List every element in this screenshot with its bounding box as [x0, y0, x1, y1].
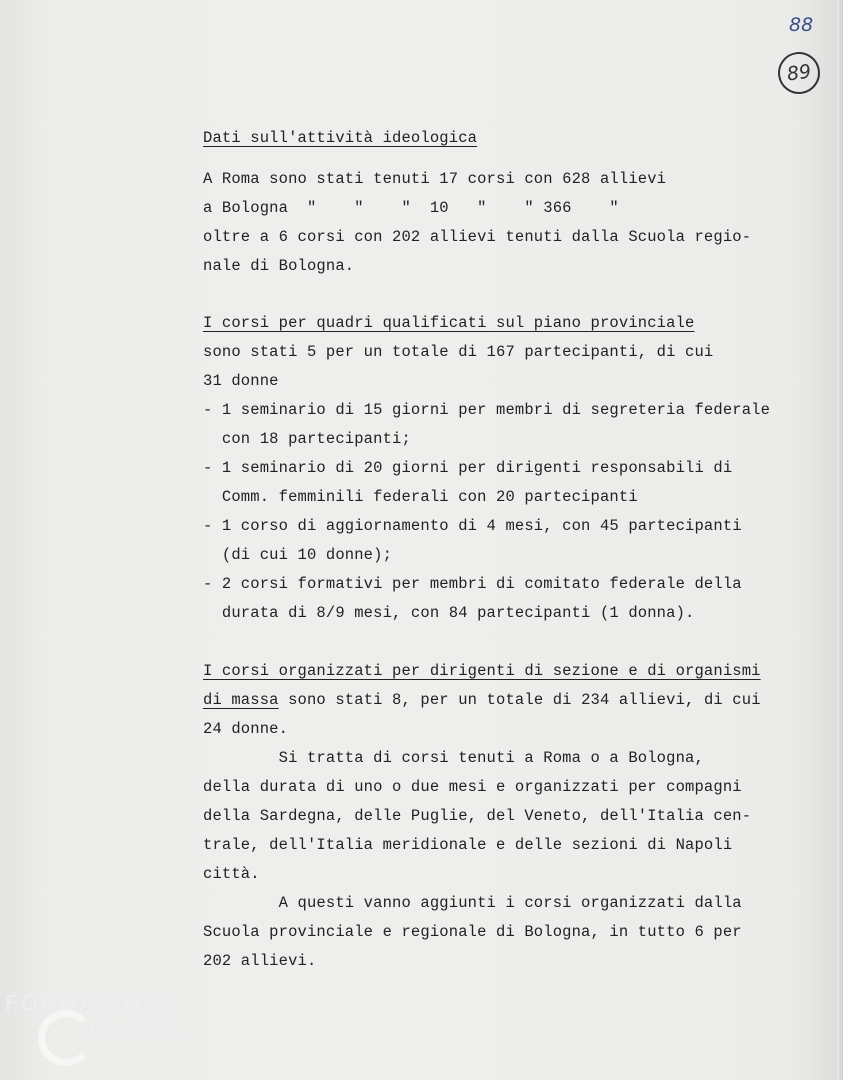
list-item-line: - 1 seminario di 20 giorni per dirigenti responsabili di [203, 459, 733, 477]
text-line-continuation: sono stati 8, per un totale di 234 allievi, di cui [278, 691, 761, 709]
underlined-phrase: di massa [203, 691, 279, 709]
handwritten-page-number: 88 [789, 14, 814, 36]
text-line: a Bologna " " " 10 " " 366 " [203, 199, 619, 217]
text-line: 202 allievi. [203, 952, 317, 970]
circled-page-number: 89 [775, 49, 822, 96]
text-line: Scuola provinciale e regionale di Bologna, in tutto 6 per [203, 923, 742, 941]
text-line: trale, dell'Italia meridionale e delle sezioni di Napoli [203, 836, 733, 854]
text-line: sono stati 5 per un totale di 167 partecipanti, di cui [203, 343, 714, 361]
watermark-line-2: RAMSCI [88, 1018, 191, 1043]
list-item-line: - 1 corso di aggiornamento di 4 mesi, con 45 partecipanti [203, 517, 742, 535]
text-line: 31 donne [203, 372, 279, 390]
section-heading-section-courses: I corsi organizzati per dirigenti di sezione e di organismi [203, 662, 761, 680]
text-line: città. [203, 865, 260, 883]
page-edge [837, 0, 843, 1080]
text-line: nale di Bologna. [203, 257, 355, 275]
section-heading-provincial-courses: I corsi per quadri qualificati sul piano provinciale [203, 314, 695, 332]
list-item-line: - 1 seminario di 15 giorni per membri di segreteria federale [203, 401, 771, 419]
watermark-line-1: FONDAZIONE [4, 992, 178, 1017]
text-line [203, 690, 761, 710]
text-line: Si tratta di corsi tenuti a Roma o a Bologna, [203, 749, 704, 767]
list-item-line: (di cui 10 donne); [203, 546, 393, 564]
text-line: della Sardegna, delle Puglie, del Veneto, dell'Italia cen- [203, 807, 752, 825]
text-line: A Roma sono stati tenuti 17 corsi con 628 allievi [203, 170, 667, 188]
watermark-g-logo-icon [38, 1010, 94, 1066]
text-line: della durata di uno o due mesi e organizzati per compagni [203, 778, 742, 796]
list-item-line: durata di 8/9 mesi, con 84 partecipanti (1 donna). [203, 604, 695, 622]
list-item-line: - 2 corsi formativi per membri di comitato federale della [203, 575, 742, 593]
text-line: 24 donne. [203, 720, 289, 738]
text-line: oltre a 6 corsi con 202 allievi tenuti dalla Scuola regio- [203, 228, 752, 246]
text-line: A questi vanno aggiunti i corsi organizzati dalla [203, 894, 742, 912]
section-heading-ideological-activity: Dati sull'attività ideologica [203, 129, 478, 147]
list-item-line: Comm. femminili federali con 20 partecipanti [203, 488, 638, 506]
fondazione-gramsci-watermark [4, 992, 214, 1064]
list-item-line: con 18 partecipanti; [203, 430, 411, 448]
